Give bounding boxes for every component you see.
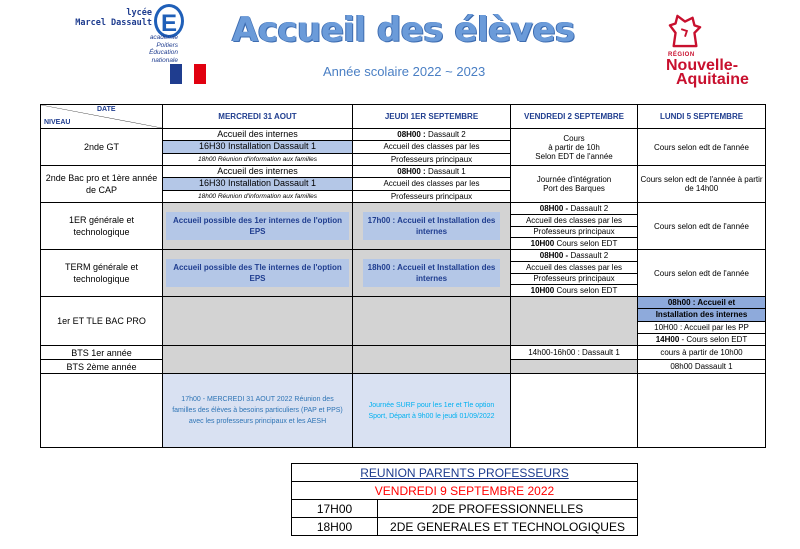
- edu-line2: nationale: [151, 56, 178, 64]
- r1-thu-line1: [353, 129, 510, 141]
- reunion-title: REUNION PARENTS PROFESSEURS: [292, 464, 638, 482]
- r1-thu-line3: Professeurs principaux: [390, 154, 473, 164]
- reunion-date: VENDREDI 9 SEPTEMBRE 2022: [292, 482, 638, 500]
- r2-thu-line1: [353, 166, 510, 178]
- reunion-label-1: 2DE PROFESSIONNELLES: [378, 500, 638, 518]
- school-name-line1: lycée: [126, 8, 152, 18]
- r1-wed-line3: 18h00 Réunion d'information aux familles: [197, 155, 318, 163]
- r2-wed-line3: 18h00 Réunion d'information aux familles: [197, 192, 318, 200]
- r4-fri-last-time: 10H00: [530, 286, 555, 296]
- corner-date-label: DATE: [97, 106, 116, 113]
- notes-empty: [41, 374, 163, 448]
- r4-fri-time: 08H00 -: [539, 250, 569, 260]
- schedule-table: [40, 104, 766, 448]
- school-name-line2: Marcel Dassault: [75, 18, 152, 28]
- region-label: RÉGION: [668, 52, 695, 58]
- r2-thu-line2: Accueil des classes par les: [353, 178, 510, 190]
- r2-thu-line3: Professeurs principaux: [390, 191, 473, 201]
- cell-r4-fri: [511, 250, 638, 297]
- cell-r3-fri: [511, 203, 638, 250]
- school-logo: [70, 4, 180, 86]
- edu-line1: Éducation: [149, 49, 178, 56]
- r1-fri-line2: à partir de 10h: [548, 142, 600, 152]
- cell-r6-wed: [163, 346, 353, 374]
- level-bts-2: BTS 2ème année: [41, 360, 163, 374]
- r3-fri-last-time: 10H00: [530, 239, 555, 249]
- col-header-thu: JEUDI 1ER SEPTEMBRE: [353, 105, 511, 129]
- r5-mon-last: - Cours selon EDT: [681, 334, 748, 344]
- note-thu: Journée SURF pour les 1er et Tle option Sport, Départ à 9h00 le jeudi 01/09/2022: [353, 374, 511, 448]
- school-name: [72, 8, 152, 28]
- r3-fri-line2: Accueil des classes par les: [511, 215, 637, 227]
- cell-r5-wed: [163, 297, 353, 346]
- cell-r7-mon: 08h00 Dassault 1: [638, 360, 766, 374]
- level-2nde-gt: 2nde GT: [41, 129, 163, 166]
- cell-r6-mon: cours à partir de 10h00: [638, 346, 766, 360]
- cell-r2-thu: [353, 166, 511, 203]
- lion-icon: [666, 14, 704, 48]
- cell-r5-thu: [353, 297, 511, 346]
- region-logo: [656, 14, 766, 88]
- cell-r4-thu: [353, 250, 511, 297]
- acad-line2: Poitiers: [156, 41, 178, 49]
- r3-thu-text: 17h00 : Accueil et Installation des internes: [363, 212, 500, 240]
- col-header-fri: VENDREDI 2 SEPTEMBRE: [511, 105, 638, 129]
- level-term-generale: TERM générale et technologique: [41, 250, 163, 297]
- r1-fri-line1: Cours: [563, 133, 585, 143]
- region-name-line2: Aquitaine: [676, 71, 749, 88]
- r5-mon-last-time: 14H00: [655, 334, 680, 344]
- r5-mon-line1: 08h00 : Accueil et: [638, 297, 765, 309]
- col-header-wed: MERCREDI 31 AOUT: [163, 105, 353, 129]
- r5-mon-line3: 10H00 : Accueil par les PP: [638, 322, 765, 334]
- r4-fri-line2: Accueil des classes par les: [511, 262, 637, 274]
- corner-niveau-label: NIVEAU: [44, 119, 71, 126]
- r1-thu-place: Dassault 2: [427, 130, 466, 140]
- r1-thu-line2: Accueil des classes par les: [353, 141, 510, 153]
- page-subtitle: Année scolaire 2022 ~ 2023: [323, 64, 486, 79]
- acad-line1: académie: [149, 34, 178, 41]
- r1-wed-line1: Accueil des internes: [163, 129, 352, 141]
- reunion-label-2: 2DE GENERALES ET TECHNOLOGIQUES: [378, 518, 638, 536]
- col-header-mon: LUNDI 5 SEPTEMBRE: [638, 105, 766, 129]
- r2-wed-line2: 16H30 Installation Dassault 1: [163, 178, 352, 190]
- r3-fri-line4: [511, 238, 637, 249]
- r3-fri-last: Cours selon EDT: [556, 239, 618, 249]
- cell-r4-mon: Cours selon edt de l'année: [638, 250, 766, 297]
- cell-r2-fri: [511, 166, 638, 203]
- r4-wed-text: Accueil possible des Tle internes de l'option EPS: [166, 259, 349, 287]
- corner-header: [41, 105, 163, 129]
- cell-r4-wed: [163, 250, 353, 297]
- cell-r7-fri: [511, 360, 638, 374]
- cell-r1-thu: [353, 129, 511, 166]
- cell-r5-fri: [511, 297, 638, 346]
- reunion-time-1: 17H00: [292, 500, 378, 518]
- r3-wed-text: Accueil possible des 1er internes de l'option EPS: [166, 212, 349, 240]
- notes-empty-fri: [511, 374, 638, 448]
- reunion-table: [291, 463, 638, 536]
- level-1er-generale: 1ER générale et technologique: [41, 203, 163, 250]
- cell-r1-mon: Cours selon edt de l'année: [638, 129, 766, 166]
- r2-thu-place: Dassault 1: [427, 167, 466, 177]
- level-bac-pro: 1er ET TLE BAC PRO: [41, 297, 163, 346]
- r4-fri-line1: [511, 250, 637, 262]
- r1-thu-time: 08H00 :: [397, 130, 426, 140]
- reunion-time-2: 18H00: [292, 518, 378, 536]
- r2-fri-line2: Port des Barques: [543, 184, 605, 193]
- cell-r2-mon: Cours selon edt de l'année à partir de 14h00: [638, 166, 766, 203]
- r4-fri-last: Cours selon EDT: [556, 286, 618, 296]
- r2-thu-time: 08H00 :: [397, 167, 426, 177]
- r4-thu-text: 18h00 : Accueil et Installation des internes: [363, 259, 500, 287]
- r2-wed-line1: Accueil des internes: [163, 166, 352, 178]
- academie-text: [70, 34, 178, 64]
- cell-r3-thu: [353, 203, 511, 250]
- notes-empty-mon: [638, 374, 766, 448]
- r1-wed-line2: 16H30 Installation Dassault 1: [163, 141, 352, 153]
- cell-r3-mon: Cours selon edt de l'année: [638, 203, 766, 250]
- level-2nde-bac-pro: 2nde Bac pro et 1ère année de CAP: [41, 166, 163, 203]
- level-bts-1: BTS 1er année: [41, 346, 163, 360]
- cell-r1-wed: [163, 129, 353, 166]
- cell-r5-mon: [638, 297, 766, 346]
- r3-fri-place: Dassault 2: [570, 203, 609, 213]
- r3-fri-line3: Professeurs principaux: [511, 227, 637, 239]
- r3-fri-time: 08H00 -: [539, 203, 569, 213]
- region-name-line1: Nouvelle-: [666, 57, 739, 74]
- r3-fri-line1: [511, 203, 637, 215]
- cell-r6-fri: 14h00-16h00 : Dassault 1: [511, 346, 638, 360]
- cell-r3-wed: [163, 203, 353, 250]
- r2-fri-line1: Journée d'intégration: [536, 175, 612, 184]
- note-wed: 17h00 - MERCREDI 31 AOUT 2022 Réunion des familles des élèves à besoins particuliers (PAP et PPS) avec les professeurs principaux et les AESH: [163, 374, 353, 448]
- r4-fri-place: Dassault 2: [570, 250, 609, 260]
- r4-fri-line3: Professeurs principaux: [511, 274, 637, 286]
- french-flag-icon: [170, 64, 206, 84]
- school-e-icon: E: [154, 4, 184, 38]
- r4-fri-line4: [511, 285, 637, 296]
- cell-r6-thu: [353, 346, 511, 374]
- r5-mon-line2: Installation des internes: [638, 309, 765, 321]
- cell-r2-wed: [163, 166, 353, 203]
- page-title: Accueil des élèves: [232, 10, 575, 50]
- cell-r1-fri: [511, 129, 638, 166]
- r1-fri-line3: Selon EDT de l'année: [535, 151, 613, 161]
- r5-mon-line4: [638, 334, 765, 345]
